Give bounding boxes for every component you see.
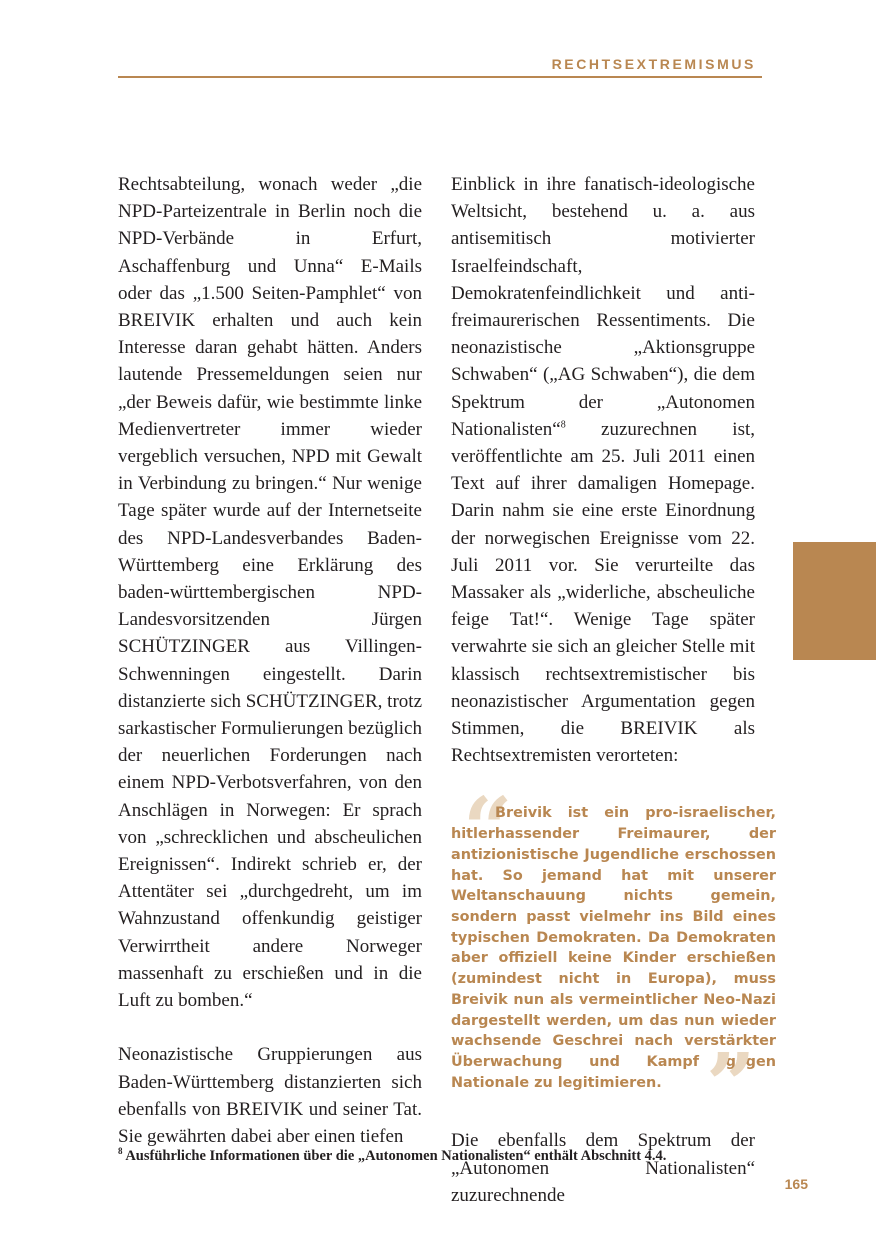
footnote-number: 8 — [118, 1146, 123, 1157]
right-paragraph-1-start: Einblick in ihre fanatisch-ideologische Weltsicht, bestehend u. a. aus antisemitisch motivierter Israelfeindschaft, Demokratenfeindlichkeit und anti-freimaurerischen Ressentiments. Die neonazistische „Aktionsgruppe Schwaben“ („AG Schwaben“), die dem Spektrum der „Autonomen Nationalisten“ — [451, 174, 755, 440]
open-quote-icon: “ — [463, 779, 513, 881]
right-column — [451, 171, 776, 1209]
right-paragraph-1 — [451, 171, 755, 769]
chapter-tab-marker — [793, 542, 876, 660]
right-paragraph-2: Die ebenfalls dem Spektrum der „Autonomen Nationalisten“ zuzurechnende — [451, 1130, 755, 1206]
right-paragraph-1-end: zuzurechnen ist, veröffentlichte am 25. Juli 2011 einen Text auf ihrer damaligen Homepage. Darin nahm sie eine erste Einordnung der norwegischen Ereignisse vom 22. Juli 2011 vor. Sie verurteilte das Massaker als „widerliche, abscheuliche feige Tat!“. Wenige Tage später verwahrte sie sich an gleicher Stelle mit klassisch rechtsextremistischer bis neonazistischer Argumentation gegen Stimmen, die BREIVIK als Rechtsextremisten verorteten: — [451, 418, 755, 767]
footnote — [118, 1148, 666, 1165]
close-quote-icon: ” — [706, 1035, 756, 1137]
left-paragraph-2: Neonazistische Gruppierungen aus Baden-Württemberg distanzierten sich ebenfalls von BREIVIK und seiner Tat. Sie gewährten dabei aber einen tiefen — [118, 1044, 422, 1147]
left-column — [118, 171, 422, 1150]
header-rule — [118, 76, 762, 78]
pull-quote — [451, 779, 776, 1137]
running-header: RECHTSEXTREMISMUS — [551, 56, 756, 72]
page-number: 165 — [784, 1176, 808, 1192]
left-paragraph-1: Rechtsabteilung, wonach weder „die NPD-Parteizentrale in Berlin noch die NPD-Verbände in Erfurt, Aschaffenburg und Unna“ E-Mails oder das „1.500 Seiten-Pamphlet“ von BREIVIK erhalten und auch kein Interesse daran gehabt hätten. Anders lautende Pressemeldungen seien nur „der Beweis dafür, wie bestimmte linke Medienvertreter immer wieder vergeblich versuchen, NPD mit Gewalt in Verbindung zu bringen.“ Nur wenige Tage später wurde auf der Internetseite des NPD-Landesverbandes Baden-Württemberg eine Erklärung des baden-württembergischen NPD-Landesvorsitzenden Jürgen SCHÜTZINGER aus Villingen-Schwenningen eingestellt. Darin distanzierte sich SCHÜTZINGER, trotz sarkastischer Formulierungen bezüglich der neuerlichen Forderungen nach einem NPD-Verbotsverfahren, von den Anschlägen in Norwegen: Er sprach von „schrecklichen und abscheulichen Ereignissen“. Indirekt schrieb er, der Attentäter sei „durchgedreht, um im Wahnzustand offenkundig geistiger Verwirrtheit andere Norweger massenhaft zu erschießen und in die Luft zu bomben.“ — [118, 174, 422, 1012]
quote-text: Breivik ist ein pro-israelischer, hitlerhassender Freimaurer, der antizionistische Jugendliche erschossen hat. So jemand hat mit unserer Weltanschauung nichts gemein, sondern passt vielmehr ins Bild eines typischen Demokraten. Da Demokraten aber offiziell keine Kinder erschießen (zumindest nicht in Europa), muss Breivik nun als vermeintlicher Neo-Nazi dargestellt werden, um das nun wieder wachsende Geschrei nach verstärkter Überwachung und Kampf gegen Nationale zu legitimieren. — [451, 805, 776, 1091]
footnote-text: Ausführliche Informationen über die „Autonomen Nationalisten“ enthält Abschnitt 4.4. — [122, 1148, 667, 1164]
footnote-reference: 8 — [560, 419, 566, 431]
